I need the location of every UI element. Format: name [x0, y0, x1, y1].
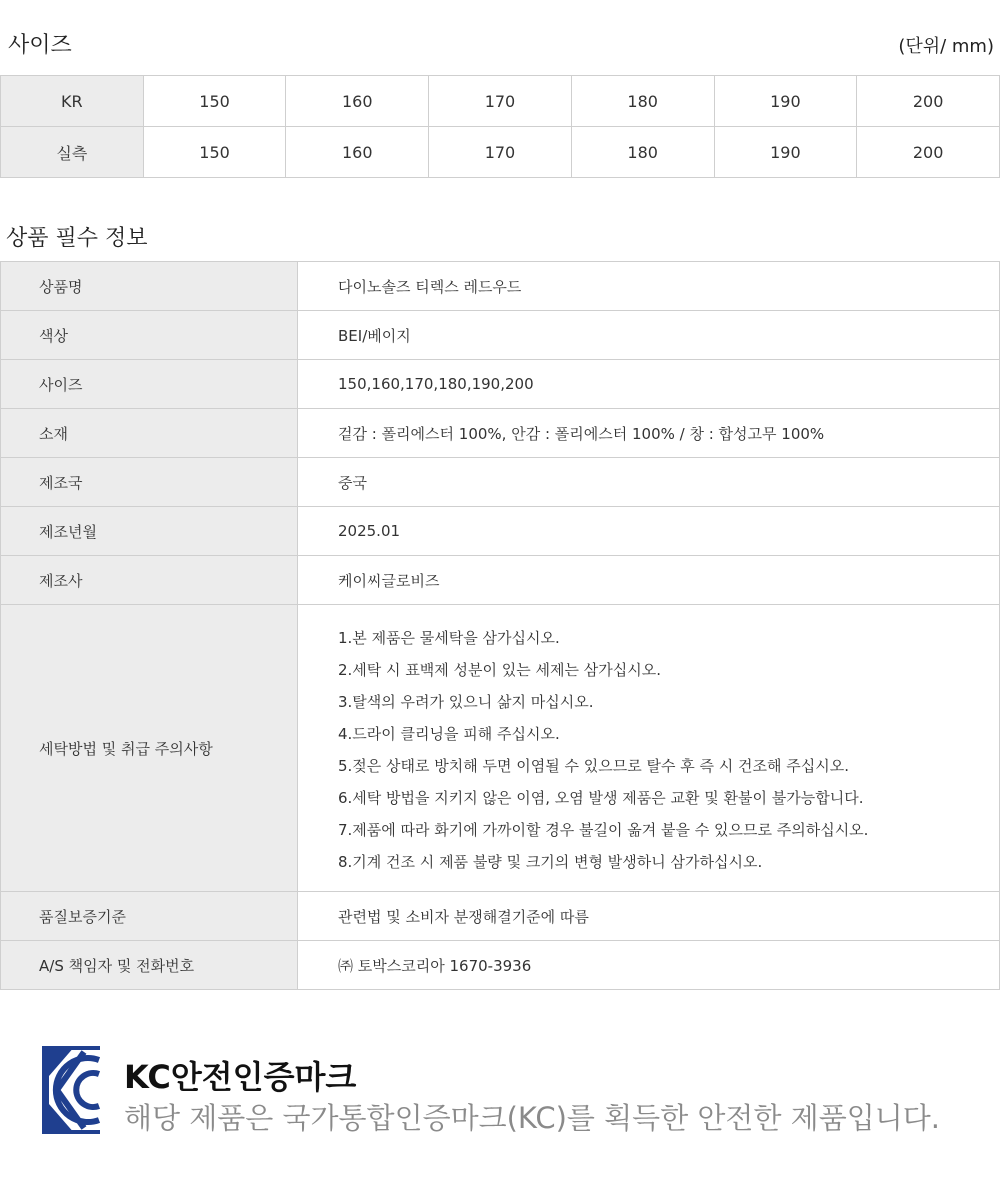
care-value [298, 605, 1000, 892]
care-item: 6.세탁 방법을 지키지 않은 이염, 오염 발생 제품은 교환 및 환불이 불가능합니다. [338, 789, 864, 807]
size-cell: 190 [714, 127, 857, 178]
care-item: 3.탈색의 우려가 있으니 삶지 마십시오. [338, 693, 594, 711]
info-value: 관련법 및 소비자 분쟁해결기준에 따름 [298, 892, 1000, 941]
size-table [0, 75, 1000, 178]
product-info-table [0, 261, 1000, 990]
info-label: 사이즈 [1, 360, 298, 409]
size-cell: 180 [571, 127, 714, 178]
care-instructions-list [338, 618, 999, 878]
info-row [1, 556, 1000, 605]
info-label: 품질보증기준 [1, 892, 298, 941]
care-item: 1.본 제품은 물세탁을 삼가십시오. [338, 629, 560, 647]
size-row-label: KR [1, 76, 144, 127]
info-value: 겉감 : 폴리에스터 100%, 안감 : 폴리에스터 100% / 창 : 합성고무 100% [298, 409, 1000, 458]
info-section-title: 상품 필수 정보 [6, 226, 148, 251]
size-cell: 150 [143, 127, 286, 178]
kc-mark-icon [42, 1046, 100, 1134]
care-label: 세탁방법 및 취급 주의사항 [1, 605, 298, 892]
size-cell: 180 [571, 76, 714, 127]
info-row [1, 409, 1000, 458]
size-row-measured [1, 127, 1000, 178]
info-label: 소재 [1, 409, 298, 458]
info-value: 150,160,170,180,190,200 [298, 360, 1000, 409]
info-row [1, 892, 1000, 941]
info-label: 제조년월 [1, 507, 298, 556]
size-cell: 160 [286, 127, 429, 178]
size-row-label: 실측 [1, 127, 144, 178]
care-item: 8.기계 건조 시 제품 불량 및 크기의 변형 발생하니 삼가하십시오. [338, 853, 763, 871]
info-row [1, 941, 1000, 990]
size-cell: 150 [143, 76, 286, 127]
info-value: 다이노솔즈 티렉스 레드우드 [298, 262, 1000, 311]
info-row [1, 507, 1000, 556]
size-header [0, 28, 1000, 60]
info-label: A/S 책임자 및 전화번호 [1, 941, 298, 990]
size-section-title: 사이즈 [8, 33, 72, 58]
size-cell: 170 [429, 127, 572, 178]
info-row [1, 360, 1000, 409]
info-row [1, 311, 1000, 360]
kc-certification [42, 1046, 992, 1146]
info-label: 색상 [1, 311, 298, 360]
info-row [1, 458, 1000, 507]
info-value: ㈜ 토박스코리아 1670-3936 [298, 941, 1000, 990]
info-label: 제조국 [1, 458, 298, 507]
size-cell: 170 [429, 76, 572, 127]
info-value: 중국 [298, 458, 1000, 507]
care-item: 2.세탁 시 표백제 성분이 있는 세제는 삼가십시오. [338, 661, 661, 679]
size-unit-label: (단위/ mm) [898, 36, 994, 57]
kc-description: 해당 제품은 국가통합인증마크(KC)를 획득한 안전한 제품입니다. [124, 1101, 940, 1135]
info-value: BEI/베이지 [298, 311, 1000, 360]
care-item: 4.드라이 클리닝을 피해 주십시오. [338, 725, 560, 743]
care-item: 7.제품에 따라 화기에 가까이할 경우 불길이 옮겨 붙을 수 있으므로 주의하십시오. [338, 821, 869, 839]
care-row [1, 605, 1000, 892]
info-value: 2025.01 [298, 507, 1000, 556]
info-label: 상품명 [1, 262, 298, 311]
size-cell: 200 [857, 76, 1000, 127]
info-row [1, 262, 1000, 311]
info-value: 케이씨글로비즈 [298, 556, 1000, 605]
kc-title: KC안전인증마크 [124, 1058, 357, 1096]
size-cell: 160 [286, 76, 429, 127]
size-cell: 200 [857, 127, 1000, 178]
care-item: 5.젖은 상태로 방치해 두면 이염될 수 있으므로 탈수 후 즉 시 건조해 주십시오. [338, 757, 849, 775]
size-cell: 190 [714, 76, 857, 127]
info-label: 제조사 [1, 556, 298, 605]
size-row-kr [1, 76, 1000, 127]
